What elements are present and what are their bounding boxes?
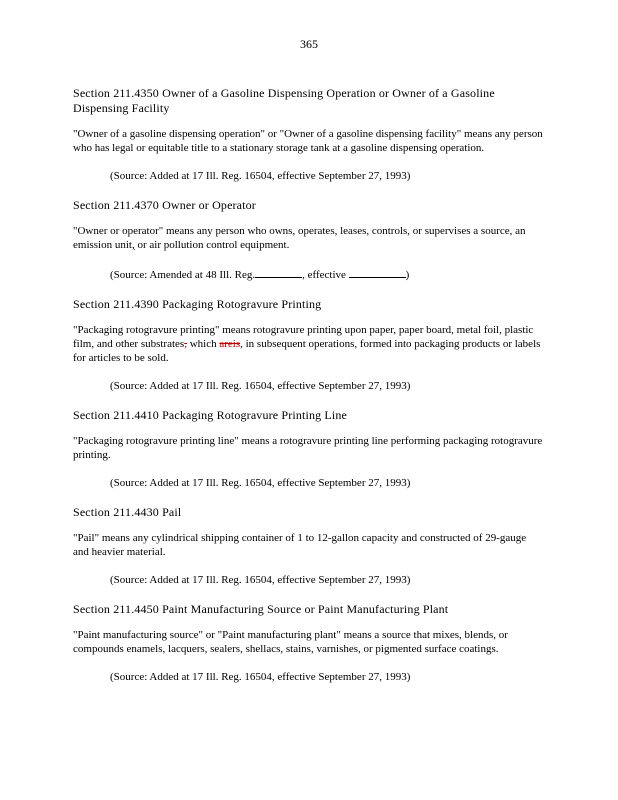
body-text: "Packaging rotogravure printing" means rotogravure printing upon paper, paper board, metal foil, plastic film, and other substrates [73, 324, 534, 350]
source-note: (Source: Added at 17 Ill. Reg. 16504, effective September 27, 1993) [110, 671, 411, 683]
section-heading: Section 211.4370 Owner or Operator [73, 198, 256, 212]
section-211-4390 [73, 297, 543, 393]
body-text: , in subsequent operations, formed into packaging products or labels for articles to be sold. [73, 338, 541, 364]
section-heading: Section 211.4390 Packaging Rotogravure Printing [73, 297, 322, 311]
source-middle: , effective [302, 269, 349, 281]
inserted-text: , [131, 239, 135, 251]
body-text: which [186, 338, 220, 350]
source-note [73, 266, 543, 282]
section-heading: Section 211.4350 Owner of a Gasoline Dispensing Operation or Owner of a Gasoline Dispensing Facility [73, 86, 495, 115]
section-211-4370 [73, 198, 543, 282]
document-body [73, 86, 543, 684]
definition-paragraph [73, 323, 543, 365]
page-number: 365 [300, 37, 318, 51]
definition-paragraph: "Owner of a gasoline dispensing operation" or "Owner of a gasoline dispensing facility" means any person who has legal or equitable title to a stationary storage tank at a gasoline dispensing operation. [73, 128, 543, 154]
section-211-4350 [73, 86, 543, 183]
source-note: (Source: Added at 17 Ill. Reg. 16504, effective September 27, 1993) [110, 170, 411, 182]
register-volume-blank [255, 266, 302, 278]
section-heading: Section 211.4410 Packaging Rotogravure Printing Line [73, 408, 347, 422]
effective-date-blank [349, 266, 406, 278]
definition-paragraph: "Pail" means any cylindrical shipping container of 1 to 12-gallon capacity and constructed of 29-gauge and heavier material. [73, 532, 527, 558]
section-211-4410 [73, 408, 543, 490]
definition-paragraph [73, 224, 543, 252]
source-note: (Source: Added at 17 Ill. Reg. 16504, effective September 27, 1993) [110, 380, 411, 392]
section-211-4450 [73, 602, 543, 684]
section-211-4430 [73, 505, 543, 587]
deleted-text: , [184, 338, 187, 350]
section-heading: Section 211.4450 Paint Manufacturing Source or Paint Manufacturing Plant [73, 602, 449, 616]
source-note: (Source: Added at 17 Ill. Reg. 16504, effective September 27, 1993) [110, 574, 411, 586]
deleted-text: areis [219, 338, 241, 350]
definition-paragraph: "Packaging rotogravure printing line" means a rotogravure printing line performing packaging rotogravure printing. [73, 435, 543, 461]
body-text: or air pollution control equipment. [134, 239, 290, 251]
definition-paragraph: "Paint manufacturing source" or "Paint manufacturing plant" means a source that mixes, blends, or compounds enamels, lacquers, sealers, shellacs, stains, varnishes, or pigmented surface coatings. [73, 629, 508, 655]
section-heading: Section 211.4430 Pail [73, 505, 182, 519]
body-text: "Owner or operator" means any person who owns, operates, leases, controls, or supervises a source, an emission unit [73, 225, 526, 251]
source-note: (Source: Added at 17 Ill. Reg. 16504, effective September 27, 1993) [110, 477, 411, 489]
source-prefix: (Source: Amended at 48 Ill. Reg. [110, 269, 256, 281]
source-suffix: ) [405, 269, 410, 281]
